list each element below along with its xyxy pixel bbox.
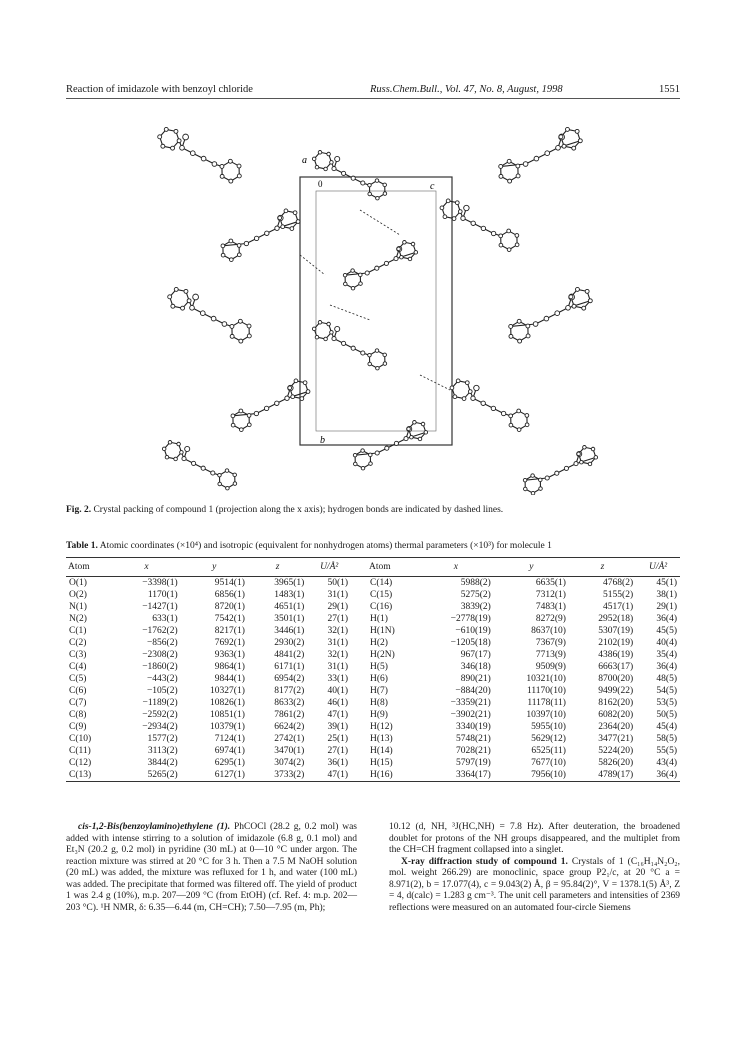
table-cell: −1762(2)	[142, 626, 178, 636]
table-cell: C(13)	[66, 769, 112, 782]
table-cell: H(15)	[370, 758, 393, 768]
unit-cell-box	[300, 177, 452, 445]
table-cell: 8633(2)	[274, 698, 305, 708]
col-z: z	[248, 558, 307, 577]
table-cell: 346(18)	[460, 662, 491, 672]
table-cell: C(2)	[69, 638, 87, 648]
table-cell: 3965(1)	[274, 578, 305, 588]
atomic-coordinates-table	[66, 557, 680, 782]
table-cell: −1205(18)	[450, 638, 491, 648]
col-x: x	[112, 558, 180, 577]
table-cell: O(2)	[69, 590, 87, 600]
table-header-row	[66, 558, 680, 577]
table-cell: 47(1)	[327, 710, 349, 720]
table-cell: 6127(1)	[181, 769, 248, 782]
nmr-paragraph: 10.12 (d, NH, ³J(HC,NH) = 7.8 Hz). After deuteration, the broadened doublet for protons of the NH groups disappeared, and the multiplet from the CH=CH fragment collapsed into a singlet.	[389, 822, 680, 855]
table-body	[66, 577, 680, 782]
table-cell: 10851(1)	[210, 710, 245, 720]
table-row	[66, 673, 680, 685]
table-cell: 50(5)	[656, 710, 677, 720]
table-cell: 5955(10)	[531, 722, 566, 732]
table-cell: −105(2)	[146, 686, 178, 696]
col-y-2: y	[494, 558, 569, 577]
table-gap-cell	[351, 697, 367, 709]
table-gap-cell	[351, 601, 367, 613]
table-cell: 39(1)	[327, 722, 349, 732]
table-cell: 10327(1)	[210, 686, 245, 696]
col-u-2: U/Å²	[636, 558, 680, 577]
table-cell: 3844(2)	[147, 758, 178, 768]
col-z-2: z	[569, 558, 636, 577]
table-cell: 7028(21)	[456, 746, 491, 756]
table-cell: 6171(1)	[274, 662, 305, 672]
table-cell: 3446(1)	[274, 626, 305, 636]
table-gap-cell	[351, 745, 367, 757]
table-cell: 53(5)	[656, 698, 677, 708]
table-cell: 9363(1)	[214, 650, 245, 660]
table-cell: 3501(1)	[274, 614, 305, 624]
table-cell: 9509(9)	[535, 662, 566, 672]
table-cell: 8162(20)	[598, 698, 634, 708]
table-cell: −3398(1)	[142, 578, 178, 588]
table-cell: −2308(2)	[142, 650, 178, 660]
table-cell: 5988(2)	[460, 578, 491, 588]
table-cell: H(12)	[370, 722, 393, 732]
table-cell: O(1)	[69, 578, 87, 588]
table-cell: 3733(2)	[248, 769, 307, 782]
table-cell: 31(1)	[327, 662, 349, 672]
compound-title: cis-1,2-Bis(benzoylamino)ethylene (1).	[78, 822, 231, 832]
page-number: 1551	[659, 84, 680, 95]
table-cell: 5629(12)	[531, 734, 566, 744]
table-cell: 2742(1)	[274, 734, 305, 744]
table-row	[66, 577, 680, 590]
table-cell: 5826(20)	[598, 758, 634, 768]
xray-text: Crystals of 1 (C₁₆H₁₄N₂O₂, mol. weight 266.29) are monoclinic, space group P2₁/c, at 20 °C a = 8.971(2), b = 17.077(4), c = 9.043(2) Å, β = 95.84(2)°, V = 1378.1(5) Å³, Z = 4, d(calc) = 1.283 g cm⁻³. The unit cell parameters and intensities of 2369 reflections were measured on an automated four-circle Siemens	[389, 856, 680, 913]
table-cell: C(16)	[370, 602, 393, 612]
table-cell: 890(21)	[460, 674, 491, 684]
xray-paragraph	[389, 857, 680, 915]
table-cell: 4517(1)	[603, 602, 634, 612]
table-cell: C(10)	[69, 734, 92, 744]
table-cell: 5748(21)	[456, 734, 491, 744]
table-gap-cell	[351, 661, 367, 673]
molecules-layer	[158, 127, 598, 495]
col-atom-2: Atom	[367, 558, 418, 577]
table-cell: 4841(2)	[274, 650, 305, 660]
table-caption-label: Table 1.	[66, 541, 98, 551]
unit-cell-inner	[316, 191, 436, 431]
table-cell: 29(1)	[656, 602, 677, 612]
table-cell: 40(4)	[656, 638, 677, 648]
table-cell: 10397(10)	[526, 710, 566, 720]
table-row	[66, 733, 680, 745]
crystal-packing-figure	[120, 115, 640, 495]
table-cell: H(5)	[370, 662, 388, 672]
table-cell: 1483(1)	[274, 590, 305, 600]
figure-caption	[66, 505, 680, 515]
table-cell: C(9)	[69, 722, 87, 732]
table-cell: N(1)	[69, 602, 87, 612]
table-cell: 2102(19)	[598, 638, 634, 648]
table-cell: 36(4)	[656, 614, 677, 624]
table-row	[66, 601, 680, 613]
table-cell: 8700(20)	[598, 674, 634, 684]
table-cell: 4386(19)	[598, 650, 634, 660]
table-cell: 8217(1)	[214, 626, 245, 636]
table-cell: 9844(1)	[214, 674, 245, 684]
table-cell: C(4)	[69, 662, 87, 672]
table-cell: 3839(2)	[460, 602, 491, 612]
table-gap-cell	[351, 769, 367, 782]
table-cell: 7367(9)	[535, 638, 566, 648]
table-row	[66, 685, 680, 697]
table-row	[66, 637, 680, 649]
body-column-right	[389, 822, 680, 914]
table-row	[66, 661, 680, 673]
table-cell: 10321(10)	[526, 674, 566, 684]
table-cell: H(2)	[370, 638, 388, 648]
table-cell: C(15)	[370, 590, 393, 600]
table-cell: 4651(1)	[274, 602, 305, 612]
table-cell: C(7)	[69, 698, 87, 708]
table-cell: C(3)	[69, 650, 87, 660]
table-cell: 5265(2)	[112, 769, 180, 782]
table-cell: H(1N)	[370, 626, 395, 636]
table-cell: 38(1)	[656, 590, 677, 600]
table-cell: 31(1)	[327, 638, 349, 648]
table-cell: 9499(22)	[598, 686, 634, 696]
table-cell: 50(1)	[327, 578, 349, 588]
table-row	[66, 613, 680, 625]
figure-caption-text: Crystal packing of compound 1 (projection along the x axis); hydrogen bonds are indicated by dashed lines.	[93, 505, 504, 515]
table-cell: 6525(11)	[531, 746, 566, 756]
table-cell: 7956(10)	[494, 769, 569, 782]
table-cell: 58(5)	[656, 734, 677, 744]
table-cell: H(8)	[370, 698, 388, 708]
table-cell: 7542(1)	[214, 614, 245, 624]
table-cell: H(9)	[370, 710, 388, 720]
table-gap-cell	[351, 685, 367, 697]
table-cell: 36(4)	[656, 662, 677, 672]
table-cell: 8272(9)	[535, 614, 566, 624]
table-gap-cell	[351, 637, 367, 649]
table-cell: 47(1)	[307, 769, 351, 782]
table-cell: −443(2)	[146, 674, 178, 684]
table-cell: 9864(1)	[214, 662, 245, 672]
table-row	[66, 625, 680, 637]
table-cell: −884(20)	[455, 686, 491, 696]
table-cell: −1189(2)	[142, 698, 178, 708]
table-cell: 45(1)	[656, 578, 677, 588]
table-cell: −610(19)	[455, 626, 491, 636]
table-row	[66, 745, 680, 757]
table-gap-cell	[351, 673, 367, 685]
table-cell: 3340(19)	[456, 722, 491, 732]
table-cell: 32(1)	[327, 650, 349, 660]
table-cell: 3470(1)	[274, 746, 305, 756]
table-gap-cell	[351, 649, 367, 661]
synthesis-paragraph	[66, 822, 357, 914]
table-gap-cell	[351, 589, 367, 601]
col-u: U/Å²	[307, 558, 351, 577]
table-cell: 45(5)	[656, 626, 677, 636]
table-cell: 3113(2)	[147, 746, 178, 756]
table-cell: 6856(1)	[214, 590, 245, 600]
table-cell: 6295(1)	[214, 758, 245, 768]
table-gap-cell	[351, 757, 367, 769]
table-cell: 2364(20)	[598, 722, 634, 732]
table-cell: −2592(2)	[142, 710, 178, 720]
table-cell: C(14)	[370, 578, 393, 588]
table-cell: 8177(2)	[274, 686, 305, 696]
table-cell: −2778(19)	[450, 614, 491, 624]
table-cell: C(6)	[69, 686, 87, 696]
body-column-left	[66, 822, 357, 914]
axis-label-origin: 0	[318, 179, 323, 189]
table-cell: 3477(21)	[598, 734, 634, 744]
table-cell: 1170(1)	[147, 590, 178, 600]
table-cell: 10826(1)	[210, 698, 245, 708]
col-y: y	[181, 558, 248, 577]
table-cell: 5307(19)	[598, 626, 634, 636]
axis-label-b: b	[320, 435, 325, 446]
table-cell: 2930(2)	[274, 638, 305, 648]
table-row	[66, 721, 680, 733]
table-cell: 5275(2)	[460, 590, 491, 600]
table-cell: 633(1)	[152, 614, 178, 624]
table-cell: 6954(2)	[274, 674, 305, 684]
table-cell: 31(1)	[327, 590, 349, 600]
table-cell: 7483(1)	[535, 602, 566, 612]
axis-label-a: a	[302, 155, 307, 166]
table-gap-cell	[351, 733, 367, 745]
header-title: Reaction of imidazole with benzoyl chloride	[66, 84, 253, 95]
table-cell: −3359(21)	[450, 698, 491, 708]
col-atom: Atom	[66, 558, 112, 577]
table-cell: H(6)	[370, 674, 388, 684]
table-cell: 55(5)	[656, 746, 677, 756]
table-cell: 45(4)	[656, 722, 677, 732]
table-cell: 2952(18)	[598, 614, 634, 624]
header-journal: Russ.Chem.Bull., Vol. 47, No. 8, August, 1998	[370, 84, 563, 95]
table-cell: 40(1)	[327, 686, 349, 696]
table-row	[66, 697, 680, 709]
table-cell: 46(1)	[327, 698, 349, 708]
axis-label-c: c	[430, 181, 435, 192]
table-cell: 5224(20)	[598, 746, 634, 756]
col-gap	[351, 558, 367, 577]
table-cell: 4768(2)	[603, 578, 634, 588]
table-cell: 967(17)	[460, 650, 491, 660]
table-cell: 6624(2)	[274, 722, 305, 732]
table-cell: 6635(1)	[535, 578, 566, 588]
table-cell: −2934(2)	[142, 722, 178, 732]
table-cell: −1860(2)	[142, 662, 178, 672]
table-cell: C(8)	[69, 710, 87, 720]
table-cell: 7124(1)	[214, 734, 245, 744]
table-cell: 29(1)	[327, 602, 349, 612]
table-cell: 6974(1)	[214, 746, 245, 756]
table-cell: N(2)	[69, 614, 87, 624]
table-cell: H(14)	[370, 746, 393, 756]
table-cell: C(5)	[69, 674, 87, 684]
table-cell: C(11)	[69, 746, 91, 756]
table-cell: 8720(1)	[214, 602, 245, 612]
table-cell: H(13)	[370, 734, 393, 744]
table-cell: −1427(1)	[142, 602, 178, 612]
table-gap-cell	[351, 625, 367, 637]
table-cell: 36(1)	[327, 758, 349, 768]
table-cell: 36(4)	[636, 769, 680, 782]
table-cell: 7677(10)	[531, 758, 566, 768]
table-cell: H(16)	[367, 769, 418, 782]
table-row	[66, 709, 680, 721]
table-cell: 43(4)	[656, 758, 677, 768]
table-cell: C(1)	[69, 626, 87, 636]
table-cell: −856(2)	[146, 638, 178, 648]
table-gap-cell	[351, 709, 367, 721]
table-cell: 6663(17)	[598, 662, 634, 672]
table-cell: 7692(1)	[214, 638, 245, 648]
table-gap-cell	[351, 613, 367, 625]
table-cell: 54(5)	[656, 686, 677, 696]
table-cell: 4789(17)	[569, 769, 636, 782]
table-caption	[66, 541, 680, 551]
table-cell: 5797(19)	[456, 758, 491, 768]
table-cell: 11170(10)	[527, 686, 566, 696]
table-gap-cell	[351, 577, 367, 590]
table-cell: 7713(9)	[535, 650, 566, 660]
synthesis-text: PhCOCl (28.2 g, 0.2 mol) was added with intense stirring to a solution of imidazole (6.8 g, 0.1 mol) and Et₃N (20.2 g, 0.2 mol) in pyridine (30 mL) at 0—10 °C under argon. The reaction mixture was stirred at 20 °C for 3 h. Then a 7.5 M NaOH solution (20 mL) was added, the mixture was refluxed for 1 h, and water (100 mL) was added. The precipitate that formed was filtered off. The yield of product 1 was 2.4 g (10%), m.p. 207—209 °C (from EtOH) (cf. Ref. 4: m.p. 202—203 °C). ¹H NMR, δ: 6.35—6.44 (m, CH=CH); 7.50—7.95 (m, Ph);	[66, 822, 357, 913]
table-cell: 5155(2)	[603, 590, 634, 600]
table-cell: 25(1)	[327, 734, 349, 744]
table-cell: H(7)	[370, 686, 388, 696]
table-cell: 27(1)	[327, 614, 349, 624]
table-cell: 7312(1)	[535, 590, 566, 600]
table-cell: 27(1)	[327, 746, 349, 756]
table-cell: −3902(21)	[450, 710, 491, 720]
table-cell: C(12)	[69, 758, 92, 768]
table-cell: 3364(17)	[418, 769, 494, 782]
col-x-2: x	[418, 558, 494, 577]
table-cell: H(2N)	[370, 650, 395, 660]
table-cell: 33(1)	[327, 674, 349, 684]
xray-title: X-ray diffraction study of compound 1.	[401, 856, 568, 867]
table-cell: 11178(11)	[527, 698, 566, 708]
table-cell: 10379(1)	[210, 722, 245, 732]
table-cell: 9514(1)	[214, 578, 245, 588]
figure-caption-label: Fig. 2.	[66, 505, 92, 515]
table-gap-cell	[351, 721, 367, 733]
table-row	[66, 757, 680, 769]
table-cell: 3074(2)	[274, 758, 305, 768]
table-caption-text: Atomic coordinates (×10⁴) and isotropic (equivalent for nonhydrogen atoms) thermal parameters (×10³) for molecule 1	[99, 541, 552, 551]
table-cell: 7861(2)	[274, 710, 305, 720]
table-cell: H(1)	[370, 614, 388, 624]
table-cell: 32(1)	[327, 626, 349, 636]
table-cell: 48(5)	[656, 674, 677, 684]
table-cell: 1577(2)	[147, 734, 178, 744]
table-row	[66, 649, 680, 661]
running-header	[66, 84, 680, 99]
table-row	[66, 589, 680, 601]
table-cell: 6082(20)	[598, 710, 634, 720]
table-cell: 35(4)	[656, 650, 677, 660]
table-row	[66, 769, 680, 782]
table-cell: 8637(10)	[531, 626, 566, 636]
